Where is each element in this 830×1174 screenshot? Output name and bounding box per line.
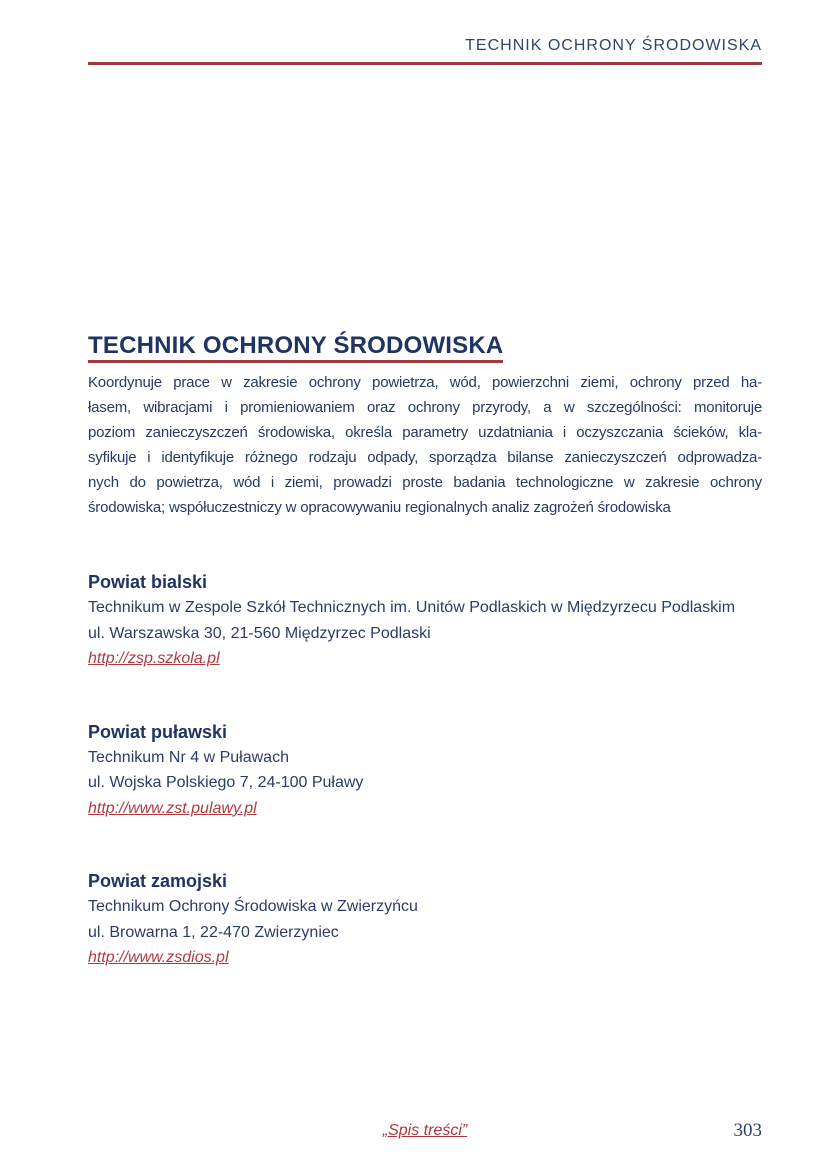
powiat-section-pulawski: [88, 720, 762, 822]
school-name: Technikum Ochrony Środowiska w Zwierzyńcu: [88, 898, 418, 916]
main-content: [88, 333, 762, 971]
school-name: Technikum w Zespole Szkół Technicznych im. Unitów Podlaskich w Międzyrzecu Podlaskim: [88, 599, 736, 617]
school-address: ul. Browarna 1, 22-470 Zwierzyniec: [88, 923, 339, 941]
school-name: Technikum Nr 4 w Puławach: [88, 748, 289, 766]
page-title: TECHNIK OCHRONY ŚRODOWISKA: [88, 333, 503, 363]
job-description-line: nych do powietrza, wód i ziemi, prowadzi proste badania technologiczne w zakresie ochrony: [88, 474, 762, 492]
school-address: ul. Wojska Polskiego 7, 24-100 Puławy: [88, 774, 364, 792]
table-of-contents-link[interactable]: „Spis treści”: [382, 1122, 468, 1139]
school-website-link[interactable]: http://zsp.szkola.pl: [88, 650, 220, 668]
page-number: 303: [733, 1120, 762, 1141]
powiat-heading: Powiat bialski: [88, 572, 208, 593]
job-description: [88, 370, 762, 520]
powiat-heading: Powiat zamojski: [88, 871, 228, 892]
running-header-title: TECHNIK OCHRONY ŚRODOWISKA: [465, 37, 762, 54]
powiat-section-zamojski: [88, 869, 762, 971]
powiat-section-bialski: [88, 570, 762, 672]
school-website-link[interactable]: http://www.zsdios.pl: [88, 949, 229, 967]
job-description-line: syfikuje i identyfikuje różnego rodzaju odpady, sporządza bilanse zanieczyszczeń odprowadza-: [88, 449, 762, 467]
powiat-heading: Powiat puławski: [88, 721, 228, 742]
job-description-line: poziom zanieczyszczeń środowiska, określa parametry uzdatniania i oczyszczania ścieków, kla-: [88, 424, 762, 442]
job-description-line: łasem, wibracjami i promieniowaniem oraz ochrony przyrody, a w szczególności: monitoruje: [88, 399, 762, 417]
page-footer: [88, 1119, 762, 1143]
job-description-line: Koordynuje prace w zakresie ochrony powietrza, wód, powierzchni ziemi, ochrony przed ha-: [88, 374, 762, 392]
header-rule-divider: [88, 62, 762, 65]
school-address: ul. Warszawska 30, 21-560 Międzyrzec Podlaski: [88, 624, 431, 642]
school-website-link[interactable]: http://www.zst.pulawy.pl: [88, 799, 257, 817]
job-description-line: środowiska; współuczestniczy w opracowywaniu regionalnych analiz zagrożeń środowiska: [88, 499, 671, 517]
